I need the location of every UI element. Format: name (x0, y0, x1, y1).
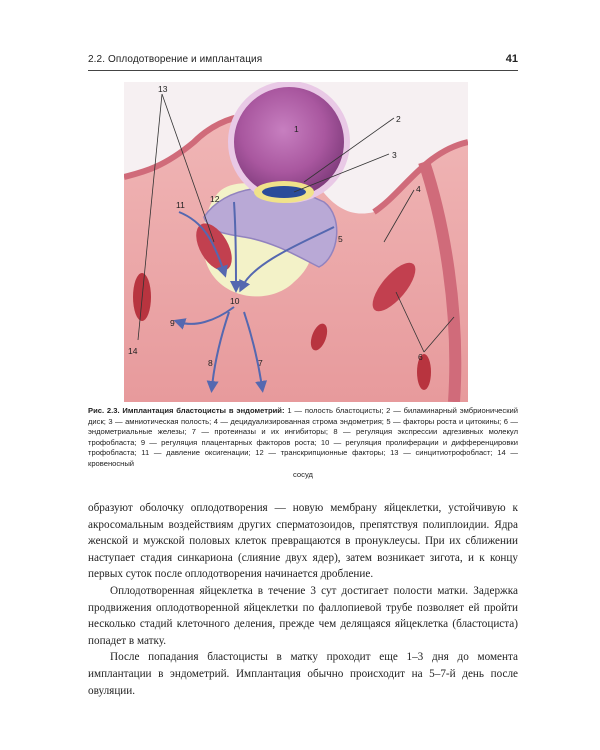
page-header (88, 54, 518, 71)
figure-label-13: 13 (158, 84, 168, 94)
figure-label-9: 9 (170, 318, 175, 328)
page-number: 41 (505, 53, 518, 65)
figure-caption-text: 1 — полость бластоцисты; 2 — биламинарный эмбрионический диск; 3 — амниотическая полость; 4 — децидуализированная строма эндометрия; 5 — факторы роста и цитокины; 6 — эндометриальные железы; 7 — протеиназы и их ингибиторы; 8 — регуляция экспрессии адгезивных молекул трофобласта; 9 — регуляция плацентарных факторов роста; 10 — регуляция пролиферации и дифференцировки трофобласта; 11 — давление оксигенации; 12 — транскрипционные факторы; 13 — синцитиотрофобласт; 14 — кровеносный (88, 406, 518, 468)
running-section-title: 2.2. Оплодотворение и имплантация (88, 54, 263, 65)
implantation-illustration (124, 82, 468, 402)
figure-label-12: 12 (210, 194, 220, 204)
figure-label-4: 4 (416, 184, 421, 194)
figure-label-1: 1 (294, 124, 299, 134)
body-text (88, 500, 518, 699)
figure-caption (88, 406, 518, 480)
figure-label-7: 7 (258, 358, 263, 368)
paragraph-2: Оплодотворенная яйцеклетка в течение 3 сут достигает полости матки. Задержка продвижения оплодотворенной яйцеклетки по фаллопиевой трубе позволяет ей пройти несколько стадий клеточного деления, прежде чем делящаяся яйцеклетка (бластоциста) попадет в матку. (88, 584, 518, 647)
paragraph-3: После попадания бластоцисты в матку проходит еще 1–3 дня до момента имплантации в эндометрий. Имплантация обычно происходит на 5–7-й день после овуляции. (88, 651, 518, 697)
figure-label-8: 8 (208, 358, 213, 368)
figure-label-3: 3 (392, 150, 397, 160)
figure-caption-last-line: сосуд (293, 469, 313, 479)
figure-caption-label: Рис. 2.3. Имплантация бластоцисты в эндометрий: (88, 406, 285, 415)
figure-label-14: 14 (128, 346, 138, 356)
figure-label-10: 10 (230, 296, 240, 306)
figure-label-6: 6 (418, 352, 423, 362)
embryonic-disc (262, 186, 306, 198)
paragraph-1: образуют оболочку оплодотворения — новую мембрану яйцеклетки, устойчивую к акросомальным воздействиям других сперматозоидов, препятствуя полиплоидии. Ядра женской и мужской половых клеток превращаются в пронуклеусы. При их сближении наступает стадия синкариона (слияние двух ядер), затем возникает зигота, и к концу первых суток после оплодотворения начинается дробление. (88, 502, 518, 581)
figure-label-11: 11 (176, 200, 185, 210)
figure-label-5: 5 (338, 234, 343, 244)
figure-label-2: 2 (396, 114, 401, 124)
